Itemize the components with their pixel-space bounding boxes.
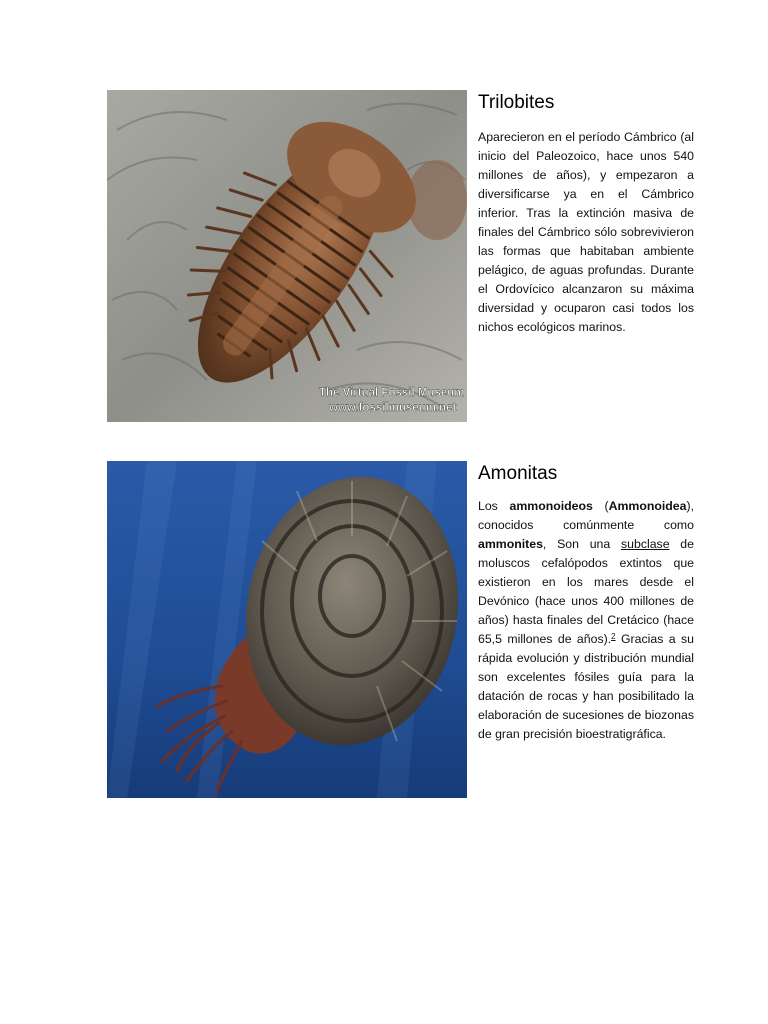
body-text: de moluscos cefalópodos extintos que existieron en los mares desde el Devónico (hace unos 400 millones de años) hasta finales del Cretácico (hace 65,5 millones de años). bbox=[478, 537, 694, 646]
watermark-line1: The Virtual Fossil Museum bbox=[319, 387, 465, 399]
body-text: Gracias a su rápida evolución y distribución mundial son excelentes fósiles guía para la datación de rocas y han posibilitado la elaboración de sucesiones de biozonas de gran precisión bioestratigráfica. bbox=[478, 632, 694, 741]
trilobites-text-column bbox=[478, 90, 694, 337]
body-text: ( bbox=[592, 499, 609, 513]
watermark-line2: www.fossilmuseum.net bbox=[329, 402, 457, 414]
body-text: ), conocidos comúnmente como bbox=[478, 499, 694, 532]
subclase-link[interactable]: subclase bbox=[621, 537, 670, 551]
term-ammonoideos: ammonoideos bbox=[509, 499, 593, 513]
amonitas-body bbox=[478, 497, 694, 744]
trilobites-body: Aparecieron en el período Cámbrico (al inicio del Paleozoico, hace unos 540 millones de años), y empezaron a diversificarse ya en el Cámbrico inferior. Tras la extinción masiva de finales del Cámbrico sólo sobrevivieron las formas que habitaban ambiente pelágico, de aguas profundas. Durante el Ordovícico alcanzaron su máxima diversidad y ocuparon casi todos los nichos ecológicos marinos. bbox=[478, 130, 694, 334]
footnote-reference[interactable]: 2 bbox=[611, 632, 616, 641]
ammonite-illustration bbox=[107, 461, 467, 798]
trilobites-section bbox=[107, 90, 695, 422]
amonitas-section bbox=[107, 461, 695, 799]
trilobite-fossil-photo bbox=[107, 90, 467, 422]
trilobites-title: Trilobites bbox=[478, 92, 555, 113]
body-text: Los bbox=[478, 499, 510, 513]
body-text: , Son una bbox=[542, 537, 621, 551]
amonitas-text-column bbox=[478, 461, 694, 744]
term-ammonites: ammonites bbox=[478, 537, 543, 551]
term-ammonoidea: Ammonoidea bbox=[608, 499, 687, 513]
amonitas-title: Amonitas bbox=[478, 463, 558, 484]
